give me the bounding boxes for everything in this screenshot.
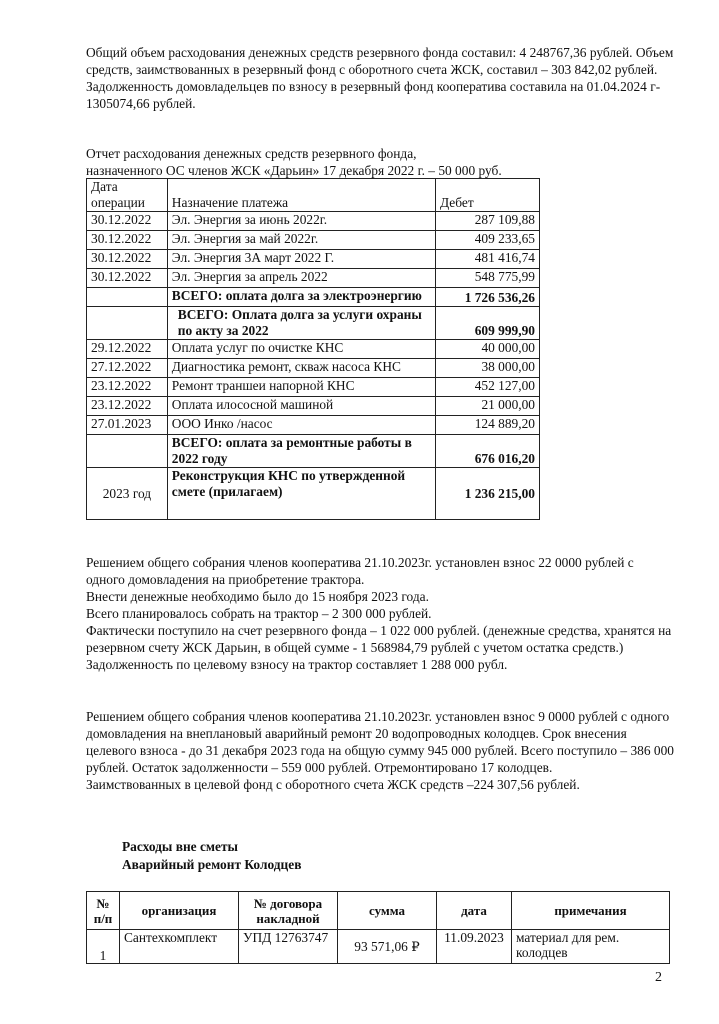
table-row: [87, 397, 540, 416]
total-row: [87, 307, 540, 340]
row-date: 27.01.2023: [87, 416, 168, 435]
row-purpose: Оплата илососной машиной: [167, 397, 435, 416]
row-debit: 1 726 536,26: [436, 288, 540, 307]
row-date: [87, 307, 168, 340]
wells-decision-text: Решением общего собрания членов кооператива 21.10.2023г. установлен взнос 9 0000 рублей с одного домовладения на внеплановый аварийный ремонт 20 водопроводных колодцев. Срок внесения целевого взноса - до 31 декабря 2023 года на общую сумму 945 000 рублей. Всего поступило – 386 000 рублей. Остаток задолженности – 559 000 рублей. Отремонтировано 17 колодцев.: [86, 709, 674, 775]
row-date: 11.09.2023: [437, 930, 512, 964]
row-purpose: Эл. Энергия 3А март 2022 Г.: [167, 250, 435, 269]
row-debit: 609 999,90: [436, 307, 540, 340]
row-purpose: ВСЕГО: оплата долга за электроэнергию: [167, 288, 435, 307]
total-row: [87, 288, 540, 307]
expense-table-header: [87, 179, 540, 212]
wells-repair-table: [86, 891, 670, 964]
table-row: [87, 416, 540, 435]
row-note: материал для рем. колодцев: [512, 930, 670, 964]
table-row: [87, 212, 540, 231]
row-date: 30.12.2022: [87, 250, 168, 269]
table-row: [87, 378, 540, 397]
row-purpose: Эл. Энергия за июнь 2022г.: [167, 212, 435, 231]
row-date: [87, 435, 168, 468]
row-purpose: Ремонт траншеи напорной КНС: [167, 378, 435, 397]
tractor-block: [86, 554, 672, 673]
table-row: [87, 359, 540, 378]
row-debit: 481 416,74: [436, 250, 540, 269]
row-debit: 38 000,00: [436, 359, 540, 378]
row-debit: 548 775,99: [436, 269, 540, 288]
intro-debt-text: Задолженность домовладельцев по взносу в резервный фонд кооператива составила на 01.04.2024 г- 1305074,66 рублей.: [86, 79, 661, 111]
row-purpose: Эл. Энергия за май 2022г.: [167, 231, 435, 250]
wells-borrowed-text: Заимствованных в целевой фонд с оборотного счета ЖСК средств –224 307,56 рублей.: [86, 777, 580, 792]
row-purpose: Реконструкция КНС по утвержденной смете (прилагаем): [167, 468, 435, 520]
header-contract: № договора накладной: [239, 892, 338, 930]
row-purpose: ВСЕГО: оплата за ремонтные работы в 2022 году: [167, 435, 435, 468]
row-purpose: Эл. Энергия за апрель 2022: [167, 269, 435, 288]
table-row: [87, 930, 670, 964]
row-org: Сантехкомплект: [120, 930, 239, 964]
row-date: 23.12.2022: [87, 397, 168, 416]
intro-block: [86, 44, 688, 112]
table-row: [87, 250, 540, 269]
row-date: 29.12.2022: [87, 340, 168, 359]
section-heading-wells: Аварийный ремонт Колодцев: [122, 857, 302, 872]
expense-table: [86, 178, 540, 520]
intro-expense-text: Общий объем расходования денежных средств резервного фонда составил: 4 248767,36 рублей. Объем средств, заимствованных в резервный фонд с оборотного счета ЖСК, составил – 303 842,02 рублей.: [86, 45, 674, 77]
header-purpose: Назначение платежа: [167, 179, 435, 212]
tractor-decision-text: Решением общего собрания членов кооператива 21.10.2023г. установлен взнос 22 0000 рублей с одного домовладения на приобретение трактора.: [86, 555, 634, 587]
wells-block: [86, 708, 674, 793]
row-debit: 124 889,20: [436, 416, 540, 435]
row-debit: 21 000,00: [436, 397, 540, 416]
row-date: 23.12.2022: [87, 378, 168, 397]
report-caption-line2: назначенного ОС членов ЖСК «Дарьин» 17 декабря 2022 г. – 50 000 руб.: [86, 163, 502, 178]
row-purpose: Оплата услуг по очистке КНС: [167, 340, 435, 359]
row-debit: 452 127,00: [436, 378, 540, 397]
row-purpose: ООО Инко /насос: [167, 416, 435, 435]
table-row: [87, 340, 540, 359]
row-date: 30.12.2022: [87, 231, 168, 250]
tractor-planned-text: Всего планировалось собрать на трактор – 2 300 000 рублей.: [86, 606, 432, 621]
table-row: [87, 231, 540, 250]
row-date: 30.12.2022: [87, 212, 168, 231]
row-sum: 93 571,06 ₽: [338, 930, 437, 964]
header-org: организация: [120, 892, 239, 930]
page-number: 2: [655, 970, 662, 985]
row-date: 30.12.2022: [87, 269, 168, 288]
row-purpose: Диагностика ремонт, скваж насоса КНС: [167, 359, 435, 378]
row-purpose: ВСЕГО: Оплата долга за услуги охраны по акту за 2022: [167, 307, 435, 340]
header-date: дата: [437, 892, 512, 930]
row-date: 27.12.2022: [87, 359, 168, 378]
total-row: [87, 468, 540, 520]
tractor-debt-text: Задолженность по целевому взносу на трактор составляет 1 288 000 рубл.: [86, 657, 508, 672]
tractor-received-text: Фактически поступило на счет резервного фонда – 1 022 000 рублей. (денежные средства, хранятся на резервном счету ЖСК Дарьин, в общей сумме - 1 568984,79 рублей с учетом остатка средств.): [86, 623, 672, 655]
total-row: [87, 435, 540, 468]
header-note: примечания: [512, 892, 670, 930]
wells-table-header: [87, 892, 670, 930]
table-row: [87, 269, 540, 288]
report-caption-line1: Отчет расходования денежных средств резервного фонда,: [86, 146, 417, 161]
row-contract: УПД 12763747: [239, 930, 338, 964]
header-sum: сумма: [338, 892, 437, 930]
row-date: [87, 288, 168, 307]
tractor-deadline-text: Внести денежные необходимо было до 15 ноября 2023 года.: [86, 589, 429, 604]
header-date: Дата операции: [87, 179, 168, 212]
section-heading-extra: Расходы вне сметы: [122, 839, 238, 854]
row-debit: 287 109,88: [436, 212, 540, 231]
header-num: № п/п: [87, 892, 120, 930]
header-debit: Дебет: [436, 179, 540, 212]
row-debit: 40 000,00: [436, 340, 540, 359]
row-num: 1: [87, 930, 120, 964]
report-caption: [86, 145, 686, 179]
row-debit: 676 016,20: [436, 435, 540, 468]
row-date: 2023 год: [87, 468, 168, 520]
row-debit: 1 236 215,00: [436, 468, 540, 520]
row-debit: 409 233,65: [436, 231, 540, 250]
